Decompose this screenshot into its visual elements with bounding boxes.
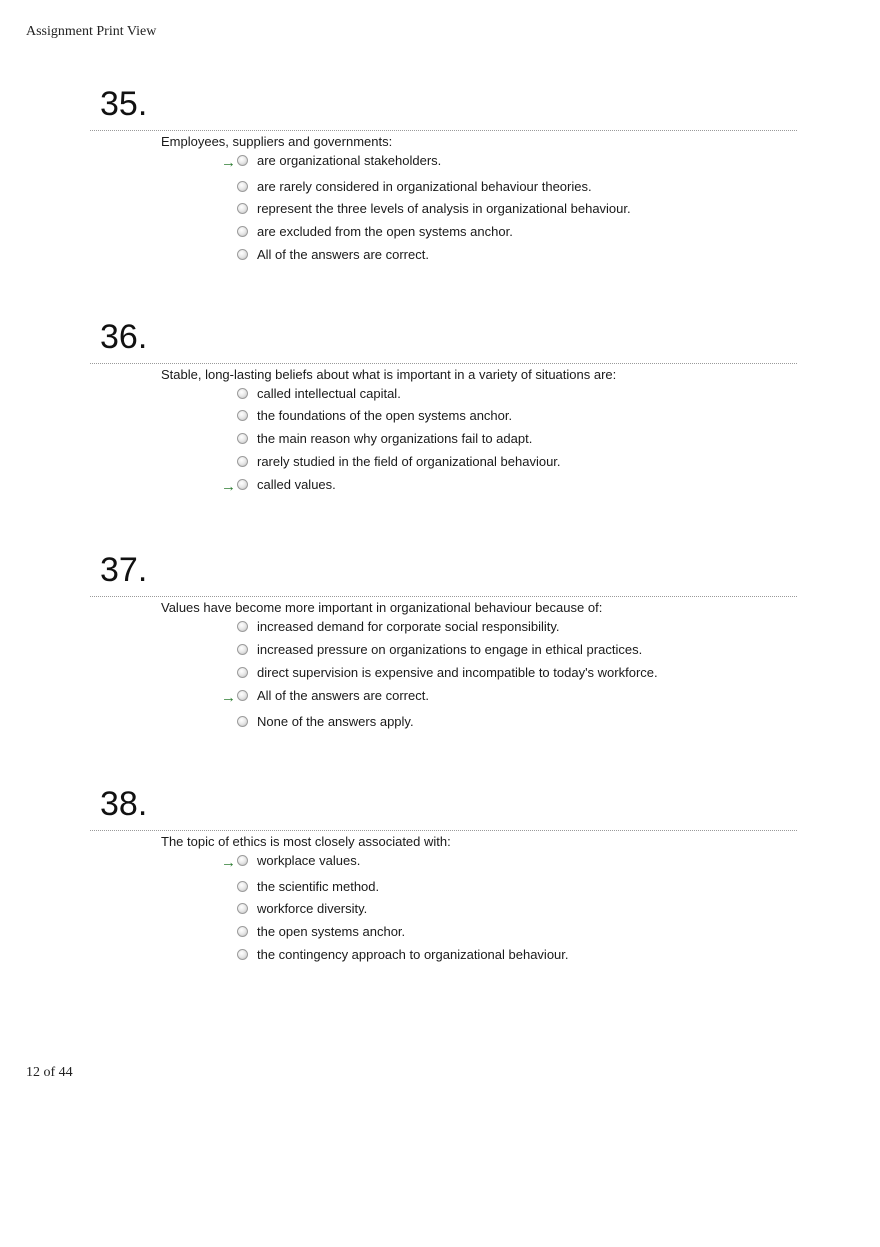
- radio-icon: [237, 667, 248, 678]
- question-number: 36.: [100, 318, 148, 356]
- radio-icon: [237, 155, 248, 166]
- divider: [90, 130, 797, 131]
- question-number: 38.: [100, 785, 148, 823]
- radio-icon: [237, 644, 248, 655]
- divider: [90, 830, 797, 831]
- arrow-right-icon: →: [221, 689, 236, 706]
- question: [0, 784, 880, 974]
- divider: [90, 363, 797, 364]
- question: [0, 550, 880, 740]
- answer-text: rarely studied in the field of organizational behaviour.: [257, 454, 561, 469]
- radio-icon: [237, 716, 248, 727]
- arrow-right-icon: →: [221, 854, 236, 871]
- question: [0, 84, 880, 274]
- question: [0, 317, 880, 507]
- answer-text: called intellectual capital.: [257, 386, 401, 401]
- answer-text: represent the three levels of analysis in organizational behaviour.: [257, 201, 631, 216]
- radio-icon: [237, 479, 248, 490]
- question-stem: The topic of ethics is most closely associated with:: [161, 834, 451, 849]
- page-footer: 12 of 44: [26, 1065, 73, 1080]
- radio-icon: [237, 903, 248, 914]
- radio-icon: [237, 881, 248, 892]
- question-stem: Values have become more important in organizational behaviour because of:: [161, 600, 603, 615]
- answer-text: are organizational stakeholders.: [257, 153, 442, 168]
- page-header: Assignment Print View: [26, 24, 157, 39]
- radio-icon: [237, 249, 248, 260]
- answer-text: increased pressure on organizations to engage in ethical practices.: [257, 642, 643, 657]
- radio-icon: [237, 949, 248, 960]
- radio-icon: [237, 456, 248, 467]
- answer-text: All of the answers are correct.: [257, 247, 429, 262]
- question-stem: Employees, suppliers and governments:: [161, 134, 393, 149]
- radio-icon: [237, 690, 248, 701]
- answer-text: increased demand for corporate social responsibility.: [257, 619, 560, 634]
- answer-text: the main reason why organizations fail to adapt.: [257, 431, 533, 446]
- answer-text: are excluded from the open systems anchor.: [257, 224, 513, 239]
- radio-icon: [237, 203, 248, 214]
- radio-icon: [237, 388, 248, 399]
- answer-text: the scientific method.: [257, 879, 380, 894]
- question-stem: Stable, long-lasting beliefs about what is important in a variety of situations are:: [161, 367, 617, 382]
- radio-icon: [237, 226, 248, 237]
- answer-text: direct supervision is expensive and incompatible to today's workforce.: [257, 665, 658, 680]
- radio-icon: [237, 433, 248, 444]
- answer-text: the open systems anchor.: [257, 924, 406, 939]
- answer-text: workforce diversity.: [257, 901, 368, 916]
- answer-text: All of the answers are correct.: [257, 688, 429, 703]
- question-number: 35.: [100, 85, 148, 123]
- radio-icon: [237, 855, 248, 866]
- answer-text: are rarely considered in organizational behaviour theories.: [257, 179, 592, 194]
- question-number: 37.: [100, 551, 148, 589]
- divider: [90, 596, 797, 597]
- answer-text: the foundations of the open systems anchor.: [257, 408, 513, 423]
- radio-icon: [237, 181, 248, 192]
- answer-text: the contingency approach to organizational behaviour.: [257, 947, 569, 962]
- arrow-right-icon: →: [221, 478, 236, 495]
- arrow-right-icon: →: [221, 154, 236, 171]
- answer-text: workplace values.: [257, 853, 361, 868]
- answer-text: None of the answers apply.: [257, 714, 414, 729]
- radio-icon: [237, 926, 248, 937]
- answer-text: called values.: [257, 477, 336, 492]
- radio-icon: [237, 621, 248, 632]
- radio-icon: [237, 410, 248, 421]
